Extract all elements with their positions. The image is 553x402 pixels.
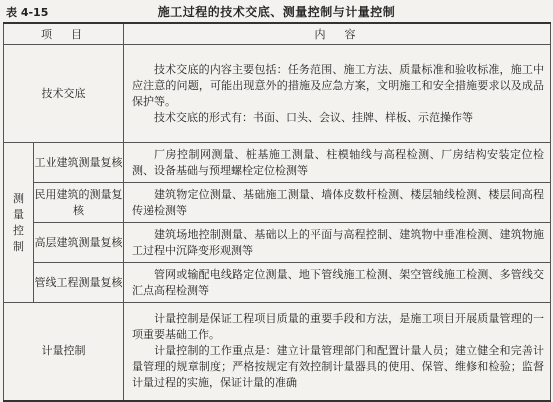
measure-sub-label: 管线工程测量复核	[34, 263, 124, 303]
measure-sub-content	[124, 223, 551, 263]
row-tech	[4, 45, 551, 143]
tech-paragraph-2: 技术交底的形式有：书面、口头、会议、挂牌、样板、示范操作等	[154, 110, 473, 124]
meter-paragraph-1: 计量控制是保证工程项目质量的重要手段和方法，是施工项目开展质量管理的一项重要基础工作。	[132, 312, 544, 342]
measure-label: 测量控制	[4, 143, 34, 303]
measure-sub-label: 民用建筑的测量复核	[34, 183, 124, 223]
header-content: 内 容	[124, 23, 551, 45]
row-measure-2	[4, 183, 551, 223]
meter-label: 计量控制	[4, 303, 124, 401]
tech-content	[124, 45, 551, 143]
measure-sub-text: 厂房控制网测量、桩基施工测量、柱模轴线与高程检测、厂房结构安装定位检测、设备基础与预埋螺栓定位检测等	[132, 147, 544, 177]
measure-sub-text: 管网或输配电线路定位测量、地下管线施工检测、架空管线施工检测、多管线交汇点高程检测等	[132, 267, 544, 297]
measure-sub-text: 建筑物定位测量、基础施工测量、墙体皮数杆检测、楼层轴线检测、楼层间高程传递检测等	[132, 187, 544, 217]
table-title: 施工过程的技术交底、测量控制与计量控制	[157, 5, 396, 19]
row-measure-3	[4, 223, 551, 263]
measure-sub-text: 建筑场地控制测量、基础以上的平面与高程控制、建筑物中垂准检测、建筑物施工过程中沉降变形观测等	[132, 227, 544, 257]
meter-content	[124, 303, 551, 401]
table-number: 表 4-15	[6, 6, 49, 19]
header-item: 项 目	[4, 23, 124, 45]
content-table	[3, 22, 551, 402]
table-header	[0, 0, 553, 22]
row-measure-4	[4, 263, 551, 303]
tech-label: 技术交底	[4, 45, 124, 143]
measure-sub-content	[124, 143, 551, 183]
header-row	[4, 23, 551, 45]
measure-sub-content	[124, 183, 551, 223]
meter-paragraph-2: 计量控制的工作重点是：建立计量管理部门和配置计量人员；建立健全和完善计量管理的规章制度；严格按规定有效控制计量器具的使用、保管、维修和检验；监督计量过程的实施，保证计量的准确	[132, 344, 544, 390]
measure-sub-label: 高层建筑测量复核	[34, 223, 124, 263]
row-measure-1	[4, 143, 551, 183]
measure-sub-content	[124, 263, 551, 303]
measure-sub-label: 工业建筑测量复核	[34, 143, 124, 183]
tech-paragraph-1: 技术交底的内容主要包括：任务范围、施工方法、质量标准和验收标准，施工中应注意的问题，可能出现意外的措施及应急方案，文明施工和安全措施要求以及成品保护等。	[132, 62, 544, 108]
row-meter	[4, 303, 551, 401]
